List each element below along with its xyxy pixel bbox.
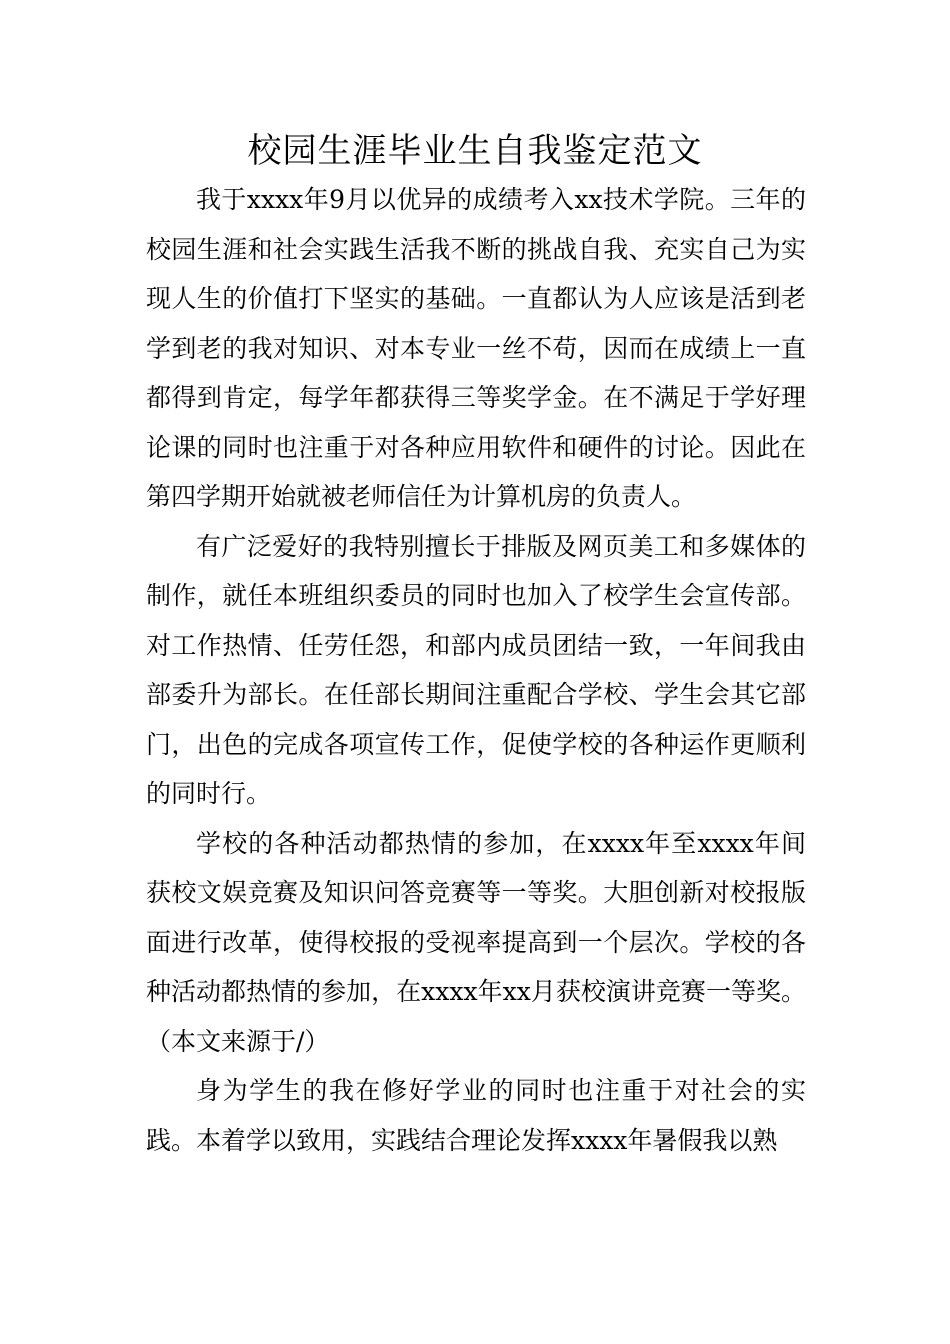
paragraph-1: 我于xxxx年9月以优异的成绩考入xx技术学院。三年的校园生涯和社会实践生活我不断的挑战自我、充实自己为实现人生的价值打下坚实的基础。一直都认为人应该是活到老学到老的我对知识、对本专业一丝不苟，因而在成绩上一直都得到肯定，每学年都获得三等奖学金。在不满足于学好理论课的同时也注重于对各种应用软件和硬件的讨论。因此在第四学期开始就被老师信任为计算机房的负责人。 xyxy=(146,185,806,511)
paragraph-3: 学校的各种活动都热情的参加，在xxxx年至xxxx年间获校文娱竞赛及知识问答竞赛等一等奖。大胆创新对校报版面进行改革，使得校报的受视率提高到一个层次。学校的各种活动都热情的参加，在xxxx年xx月获校演讲竞赛一等奖。（本文来源于/） xyxy=(146,828,806,1056)
paragraph-4: 身为学生的我在修好学业的同时也注重于对社会的实践。本着学以致用，实践结合理论发挥xxxx年暑假我以熟 xyxy=(146,1076,806,1155)
document-body xyxy=(146,175,806,1165)
document-title: 校园生涯毕业生自我鉴定范文 xyxy=(247,131,703,171)
paragraph-2: 有广泛爱好的我特别擅长于排版及网页美工和多媒体的制作，就任本班组织委员的同时也加入了校学生会宣传部。对工作热情、任劳任怨，和部内成员团结一致，一年间我由部委升为部长。在任部长期间注重配合学校、学生会其它部门，出色的完成各项宣传工作，促使学校的各种运作更顺利的同时行。 xyxy=(146,531,806,808)
